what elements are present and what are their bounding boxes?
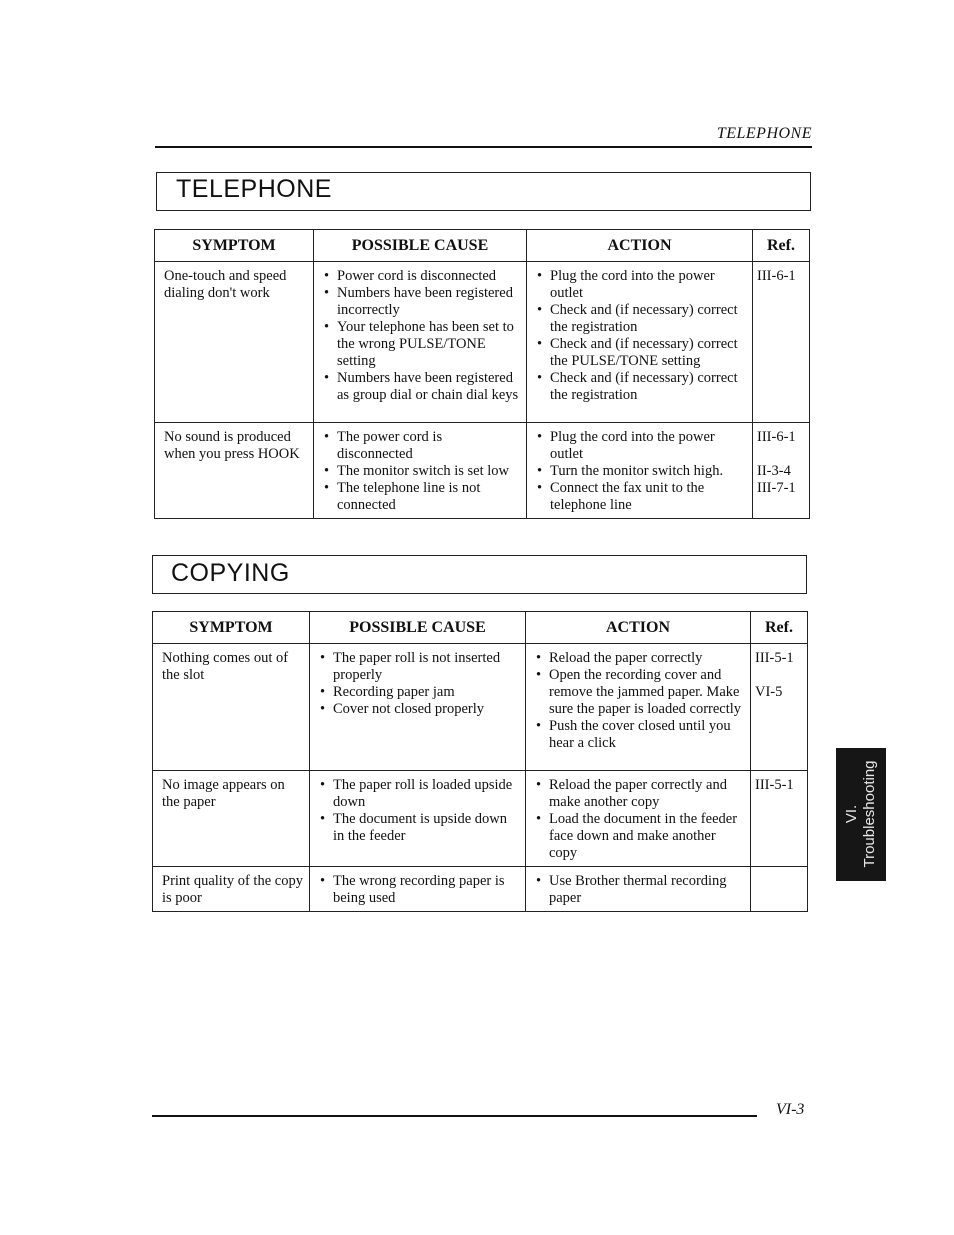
action-item: • Open the recording cover and remove the jammed paper. Make sure the paper is loaded correctly [535,667,744,718]
cause-cell [310,644,526,771]
cause-item: • The telephone line is not connected [323,480,520,514]
cause-item: • Your telephone has been set to the wrong PULSE/TONE setting [323,319,520,370]
action-item: • Use Brother thermal recording paper [535,873,744,907]
cause-item: • Numbers have been registered incorrectly [323,285,520,319]
cause-item: • The monitor switch is set low [323,463,520,480]
symptom-cell: Print quality of the copy is poor [153,867,310,912]
action-cell [526,771,751,867]
footer-rule [152,1115,757,1117]
symptom-cell: No sound is produced when you press HOOK [155,423,314,519]
action-item: • Reload the paper correctly [535,650,744,667]
col-header-possible-cause: POSSIBLE CAUSE [314,230,527,262]
cause-item: • Power cord is disconnected [323,268,520,285]
cause-item: • Numbers have been registered as group dial or chain dial keys [323,370,520,404]
col-header-possible-cause: POSSIBLE CAUSE [310,612,526,644]
table-row [153,771,808,867]
chapter-tab-label [843,760,879,867]
cause-item: • The paper roll is not inserted properly [319,650,519,684]
action-cell [526,867,751,912]
ref-value: III-7-1 [757,480,796,496]
ref-cell [751,771,808,867]
cause-item: • The paper roll is loaded upside down [319,777,519,811]
chapter-tab-number: VI. [843,804,860,824]
telephone-table [154,229,810,519]
ref-value: VI-5 [755,684,783,700]
table-row [155,262,810,423]
col-header-symptom: SYMPTOM [155,230,314,262]
action-item: • Push the cover closed until you hear a click [535,718,744,752]
cause-item: • The power cord is disconnected [323,429,520,463]
page-number: VI-3 [776,1101,805,1118]
col-header-action: ACTION [527,230,753,262]
symptom-cell: Nothing comes out of the slot [153,644,310,771]
ref-value: III-6-1 [757,429,796,445]
chapter-tab-title: Troubleshooting [861,760,878,868]
running-head: TELEPHONE [716,125,812,142]
cause-cell [314,423,527,519]
symptom-cell: One-touch and speed dialing don't work [155,262,314,423]
action-item: • Check and (if necessary) correct the registration [536,302,746,336]
copying-table [152,611,808,912]
table-row [153,644,808,771]
ref-value: III-5-1 [755,777,794,793]
ref-value: II-3-4 [757,463,791,479]
ref-value: III-6-1 [757,268,796,284]
symptom-cell: No image appears on the paper [153,771,310,867]
action-item: • Check and (if necessary) correct the registration [536,370,746,404]
action-cell [527,423,753,519]
col-header-symptom: SYMPTOM [153,612,310,644]
ref-cell [751,867,808,912]
action-item: • Plug the cord into the power outlet [536,429,746,463]
section-title-telephone: TELEPHONE [176,175,332,203]
cause-item: • The wrong recording paper is being used [319,873,519,907]
ref-cell [753,423,810,519]
cause-cell [310,771,526,867]
action-item: • Turn the monitor switch high. [536,463,746,480]
cause-item: • The document is upside down in the feeder [319,811,519,845]
col-header-action: ACTION [526,612,751,644]
action-item: • Connect the fax unit to the telephone line [536,480,746,514]
action-cell [527,262,753,423]
col-header-ref: Ref. [751,612,808,644]
cause-item: • Recording paper jam [319,684,519,701]
cause-cell [310,867,526,912]
cause-item: • Cover not closed properly [319,701,519,718]
chapter-tab [836,748,886,881]
action-item: • Load the document in the feeder face down and make another copy [535,811,744,862]
action-item: • Check and (if necessary) correct the PULSE/TONE setting [536,336,746,370]
action-item: • Plug the cord into the power outlet [536,268,746,302]
ref-value: III-5-1 [755,650,794,666]
section-title-copying: COPYING [171,559,290,587]
col-header-ref: Ref. [753,230,810,262]
cause-cell [314,262,527,423]
action-cell [526,644,751,771]
table-row [153,867,808,912]
ref-cell [751,644,808,771]
action-item: • Reload the paper correctly and make another copy [535,777,744,811]
table-row [155,423,810,519]
header-rule [155,146,812,148]
ref-cell [753,262,810,423]
